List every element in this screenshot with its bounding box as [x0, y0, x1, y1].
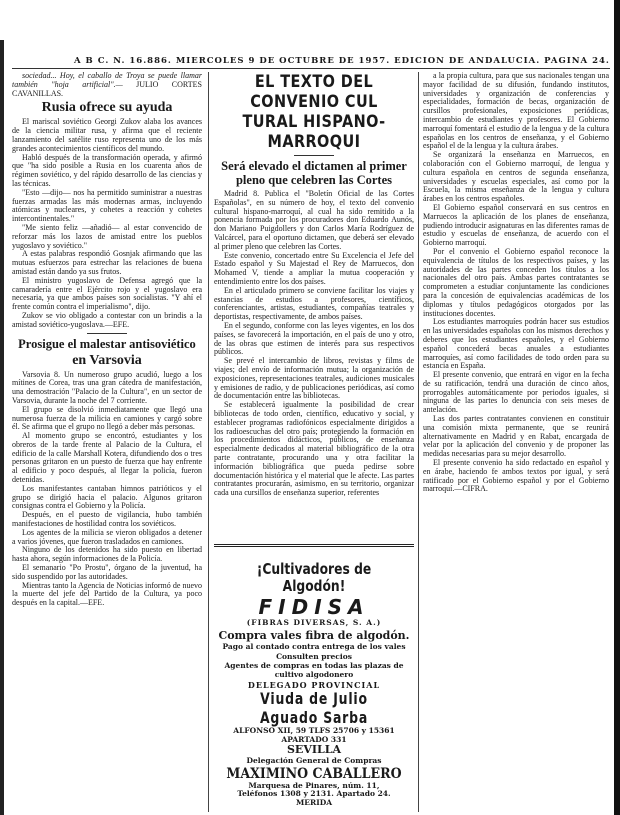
page-masthead: A B C. N. 16.886. MIERCOLES 9 DE OCTUBRE DE 1957. EDICION DE ANDALUCIA. PAGINA 24.: [74, 56, 610, 66]
ad-address-merida: Marquesa de Pinares, núm. 11,: [248, 780, 380, 790]
page-edge: [0, 40, 4, 815]
paragraph: Los manifestantes cantaban himnos patrióticos y el grupo se dirigió hacia el palacio. Algunos gritaron consignas contra el Gobierno y la Policía.: [12, 483, 202, 511]
ad-delegation: Delegación General de Compras: [246, 756, 382, 766]
section-rule: [294, 155, 334, 156]
paragraph: El presente convenio, que entrará en vigor en la fecha de su ratificación, tendrá una duración de cinco años, prorrogables automáticamente por periodos iguales, si ninguna de las partes lo denuncia con seis meses de antelación.: [423, 370, 609, 415]
paragraph: a la propia cultura, para que sus nacionales tengan una mayor facilidad de su difusión, fundando institutos, universidades y organización de conferencias y especialidades, formación de becas, organización de cursillos profesionales, exposiciones periódicas, intercambio de estudiantes y profesores. El Gobierno marroquí fomentará el estudio de la lengua y de la cultura españolas en los centros de enseñanza, y el Gobierno español el de la lengua y la cultura árabes.: [423, 71, 609, 151]
paragraph: Al momento grupo se encontró, estudiantes y los obreros de la tarde frente al Palacio de la Cultura, el edificio de la calle Marshall Kotera, difundiendo dos o tres personas gritaron en un puesto de fuerza que hay enfrente al edificio y poco después, al llegar la policía, fueron detenidas.: [12, 431, 202, 485]
paragraph: Se establecerá igualmente la posibilidad de crear bibliotecas de todo orden, científico, educativo y social, y establecer programas radiofónicos especialmente dirigidos a los radioescuchas del otro país; protegiendo la formación en los procedimientos didácticos, públicos, de enseñanza especialmente dedicados al material bibliográfico de la otra parte contratante, procurando una y otra facilitar la información bibliográfica que pueda pedirse sobre documentación histórica y el material que le afecte. Las partes contratantes procurarán, asimismo, en su territorio, organizar cada una cursillos de enseñanza superior, referentes: [214, 400, 414, 498]
ad-city-merida: MERIDA: [295, 798, 333, 808]
paragraph: Se organizará la enseñanza en Marruecos, en colaboración con el Gobierno marroquí, de lengua y cultura española en centros de segunda enseñanza, universidades y escuelas especiales, así como por la Escuela, la misma enseñanza de la lengua y cultura árabes en los centros españoles.: [423, 150, 609, 204]
paragraph: Ninguno de los detenidos ha sido puesto en libertad hasta ahora, según informaciones de la Policía.: [12, 545, 202, 564]
byline: JULIO CORTES CAVANILLAS.: [12, 79, 202, 98]
section-rule: [87, 333, 127, 334]
paragraph: Este convenio, concertado entre Su Excelencia el Jefe del Estado español y Su Majestad el Rey de Marruecos, don Mohamed V, tiende a ampliar la mutua cooperación y entendimiento entre los dos países.: [214, 250, 414, 286]
masthead-rule: [12, 68, 610, 69]
paragraph: Los agentes de la milicia se vieron obligados a detener a varios jóvenes, que fueron trasladados en camiones.: [12, 527, 202, 546]
ad-agents: Agentes de compras en todas las plazas de cultivo algodonero: [224, 661, 404, 679]
headline-varsovia-line2: en Varsovia: [72, 352, 142, 368]
paragraph: Después, en el puesto de vigilancia, hubo también manifestaciones de hostilidad contra los soviéticos.: [12, 510, 202, 529]
ad-address: ALFONSO XII, 59 TLFS 25706 y 15361: [233, 726, 395, 736]
paragraph: El semanario "Po Prostu", órgano de la juventud, ha sido suspendido por las autoridades.: [12, 563, 202, 581]
ad-name-caballero: MAXIMINO CABALLERO: [226, 765, 402, 782]
ad-payment: Pago al contado contra entrega de los vales: [222, 641, 406, 651]
ad-brand-full: (FIBRAS DIVERSAS, S. A.): [246, 617, 382, 627]
ad-prices: Consulten precios: [276, 652, 352, 662]
ad-apartado: APARTADO 331: [281, 734, 347, 744]
headline-varsovia: Prosigue el malestar antisoviético: [18, 336, 196, 351]
ad-delegate-label: DELEGADO PROVINCIAL: [247, 680, 381, 691]
paragraph: Varsovia 8. Un numeroso grupo acudió, luego a los mítines de Corea, tras una gran cátedra de manifestación, una demostración "Palacio de la Cultura", en un sector de Varsovia, durante la noche del 7 corriente.: [12, 369, 202, 405]
lead-in-text: sociedad... Hoy, el caballo de Troya se puede llamar también "hoja artificial".—: [12, 71, 202, 89]
paragraph: "Esto —dijo— nos ha permitido suministrar a nuestras fuerzas armadas las más modernas armas, incluyendo atómicas y nucleares, y cohetes a reacción y cohetes intercontinentales.": [12, 187, 202, 224]
advertisement-fidisa: [214, 544, 414, 813]
column-divider: [418, 72, 419, 812]
column-divider: [208, 72, 209, 812]
paragraph: Zukov se vio obligado a contestar con un brindis a la amistad soviético-yugoslava.—EFE.: [12, 310, 202, 329]
paragraph: El ministro yugoslavo de Defensa agregó que la camaradería entre el Ejército rojo y el yugoslavo era necesaria, ya que ambos países son socialistas. "Y ahí el frente común contra el imperialismo", dijo.: [12, 275, 202, 312]
ad-offer: Compra vales fibra de algodón.: [218, 629, 410, 643]
paragraph: A estas palabras respondió Gosnjak afirmando que las mutuas esfuerzos para estrechar las relaciones de buena amistad están dando ya sus frutos.: [12, 249, 202, 276]
right-column: [423, 72, 609, 494]
paragraph: El Gobierno español conservará en sus centros en Marruecos la aplicación de los planes de enseñanza, pudiendo introducir asignaturas en las diferentes ramas de estudio y escuelas de enseñanza, de acuerdo con el Gobierno marroquí.: [423, 202, 609, 248]
article-lead-in: [12, 72, 202, 98]
headline-rusia: Rusia ofrece su ayuda: [41, 100, 173, 116]
paragraph: Las dos partes contratantes convienen en constituir una comisión mixta permanente, que se reunirá alternativamente en Madrid y en Rabat, encargada de velar por la aplicación del convenio y de proponer las medidas necesarias para su mejor desarrollo.: [423, 414, 609, 459]
paragraph: Habló después de la transformación operada, y afirmó que "ha sido posible a Rusia en los cuarenta años de régimen soviético, y del rápido desarrollo de las ciencias y las técnicas.: [12, 152, 202, 188]
paragraph: Madrid 8. Publica el "Boletín Oficial de las Cortes Españolas", en su número de hoy, el texto del convenio cultural hispano-marroquí, al cual ha sido remitido a la ponencia formada por los procuradores don Eduardo Aunós, don Mariano Puigdollers y don Carlos María Rodríguez de Valcárcel, para el oportuno dictamen, que deberá ser elevado al primer pleno que celebren las Cortes.: [214, 189, 414, 251]
subheadline: Será elevado el dictamen al primer pleno que celebren las Cortes: [221, 159, 407, 187]
left-column: [12, 72, 202, 608]
paragraph: En el segundo, conforme con las leyes vigentes, en los dos países, se favorecerá la importación, en el país de uno y otro, de las obras que estimen de interés para sus respectivos públicos.: [214, 320, 414, 357]
center-column: [214, 72, 414, 498]
paragraph: El presente convenio ha sido redactado en español y en árabe, haciendo fe ambos textos por igual, y será ratificado por el Gobierno español y por el Gobierno marroquí.—CIFRA.: [423, 458, 609, 494]
ad-phones-merida: Teléfonos 1308 y 2131. Apartado 24.: [237, 789, 391, 799]
paragraph: Se prevé el intercambio de libros, revistas y films de viajes; del envío de información mutua; la organización de exposiciones, representaciones teatrales, audiciones musicales y emisiones de radio, y de publicaciones periódicas, así como de documentación entre las bibliotecas.: [214, 356, 414, 401]
paragraph: Por el convenio el Gobierno español reconoce la equivalencia de títulos de los respectivos países, y las autoridades de las partes conceden los títulos a los nacionales del otro país. Ambas partes contratantes se comprometen a estudiar conjuntamente las condiciones para la concesión de equivalencias académicas de los diplomas y títulos pedagógicos otorgados por las instituciones docentes.: [423, 246, 609, 318]
paragraph: Los estudiantes marroquíes podrán hacer sus estudios en las universidades españolas con los mismos derechos y deberes que los estudiantes españoles, y el Gobierno español concederá becas anuales a estudiantes marroquíes, así como facilidades de todo orden para su estancia en España.: [423, 317, 609, 371]
paragraph: Mientras tanto la Agencia de Noticias informó de nuevo la muerte del jefe del Partido de la Cultura, ya poco después en la capital.—EFE.: [12, 580, 202, 608]
ad-city-sevilla: SEVILLA: [286, 743, 341, 757]
ad-delegate-name: Viuda de Julio Aguado Sarba: [259, 689, 369, 727]
headline-convenio-line2: TURAL HISPANO-MARROQUI: [242, 112, 386, 152]
paragraph: El grupo se disolvió inmediatamente que llegó una numerosa fuerza de la milicia en camiones y cargó sobre él. Se afirma que el grupo no llegó a deber más personas.: [12, 404, 202, 432]
paragraph: En el articulado primero se conviene facilitar los viajes y estancias de estudios a profesores, científicos, conferenciantes, artistas, estudiantes, compañías teatrales y deportistas, respectivamente, de ambos países.: [214, 285, 414, 322]
headline-convenio: EL TEXTO DEL CONVENIO CUL: [250, 72, 378, 112]
ad-headline: ¡Cultivadores de Algodón!: [256, 560, 372, 596]
paragraph: El mariscal soviético Georgi Zukov alaba los avances de la ciencia militar rusa, y afirma que el reciente lanzamiento del satélite ruso representa uno de los más grandes acontecimientos científicos del mundo.: [12, 117, 202, 153]
page-edge-right: [614, 0, 620, 815]
paragraph: "Me siento feliz —añadió— al estar convencido de reforzar más los lazos de amistad entre los pueblos yugoslavo y soviético.": [12, 222, 202, 250]
ad-brand-logo: FIDISA: [258, 594, 370, 619]
